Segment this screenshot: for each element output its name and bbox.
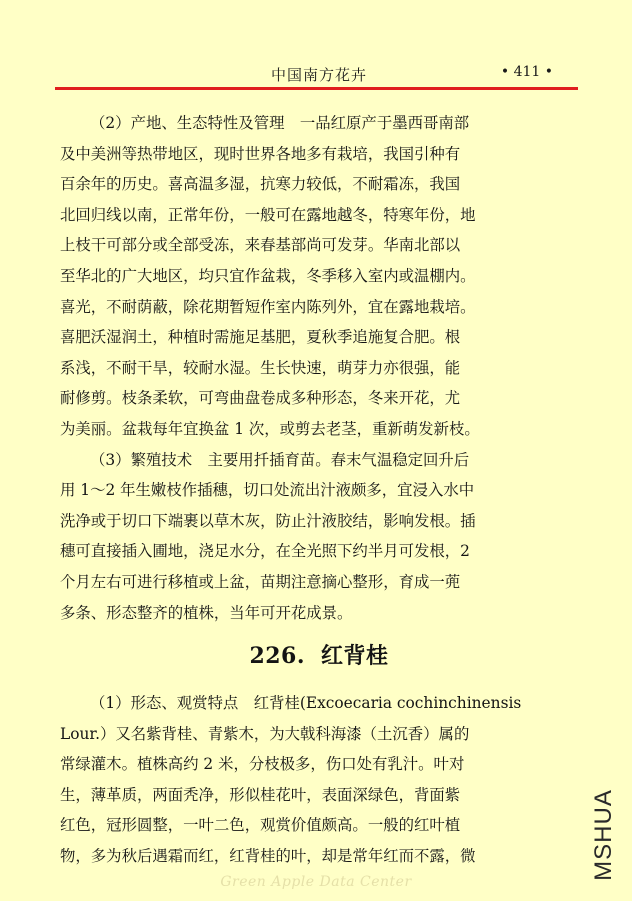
page-body [60, 108, 578, 872]
text-line: 喜肥沃湿润土，种植时需施足基肥，夏秋季追施复合肥。根 [60, 328, 461, 347]
text-line: 北回归线以南，正常年份，一般可在露地越冬，特寒年份，地 [60, 205, 476, 224]
text-line: 红色，冠形圆整，一叶二色，观赏价值颇高。一般的红叶植 [60, 816, 461, 835]
text-line: 常绿灌木。植株高约 2 米，分枝极多，伤口处有乳汁。叶对 [60, 755, 465, 774]
text-line: （2）产地、生态特性及管理 一品红原产于墨西哥南部 [90, 114, 470, 132]
text-line: 喜光，不耐荫蔽，除花期暂短作室内陈列外，宜在露地栽培。 [60, 297, 476, 316]
paragraph-origin-ecology [60, 108, 578, 445]
paragraph-propagation [60, 445, 578, 629]
page-number: • 411 • [500, 64, 553, 80]
text-line: 上枝干可部分或全部受冻，来春基部尚可发芽。华南北部以 [60, 236, 461, 255]
paragraph-morphology [60, 688, 578, 872]
header-rule [55, 87, 578, 90]
text-line: 物，多为秋后遇霜而红，红背桂的叶，却是常年红而不露，微 [60, 847, 476, 866]
section-heading [60, 638, 578, 674]
text-line: 耐修剪。枝条柔软，可弯曲盘卷成多种形态，冬来开花，尤 [60, 389, 461, 408]
text-line: 及中美洲等热带地区，现时世界各地多有栽培，我国引种有 [60, 144, 461, 163]
header-title: 中国南方花卉 [271, 66, 368, 84]
running-header [57, 64, 577, 86]
text-line: 洗净或于切口下端裹以草木灰，防止汁液胶结，影响发根。插 [60, 511, 476, 530]
text-line: 生，薄革质，两面秃净，形似桂花叶，表面深绿色，背面紫 [60, 785, 461, 804]
text-line: 为美丽。盆栽每年宜换盆 1 次，或剪去老茎，重新萌发新枝。 [60, 419, 480, 438]
text-line: 多条、形态整齐的植株，当年可开花成景。 [60, 603, 353, 622]
text-line: 穗可直接插入圃地，浇足水分，在全光照下约半月可发根，2 [60, 542, 470, 561]
text-line: Lour.）又名紫背桂、青紫木，为大戟科海漆（土沉香）属的 [60, 724, 470, 743]
text-line: 至华北的广大地区，均只宜作盆栽，冬季移入室内或温棚内。 [60, 266, 476, 285]
text-line: 用 1～2 年生嫩枝作插穗，切口处流出汁液颇多，宜浸入水中 [60, 481, 475, 500]
side-watermark-text: MSHUA [590, 789, 618, 881]
text-line: 系浅，不耐干旱，较耐水湿。生长快速，萌芽力亦很强，能 [60, 358, 461, 377]
text-line: （3）繁殖技术 主要用扦插育苗。春末气温稳定回升后 [90, 450, 470, 469]
side-watermark [590, 783, 618, 887]
text-line: 个月左右可进行移植或上盆，苗期注意摘心整形，育成一蔸 [60, 572, 461, 591]
section-title: 红背桂 [321, 643, 389, 670]
text-line: （1）形态、观赏特点 红背桂(Excoecaria cochinchinensis [90, 694, 522, 713]
footer-watermark: Green Apple Data Center [220, 874, 412, 890]
section-number: 226. [249, 643, 306, 670]
text-line: 百余年的历史。喜高温多湿，抗寒力较低，不耐霜冻，我国 [60, 175, 461, 194]
